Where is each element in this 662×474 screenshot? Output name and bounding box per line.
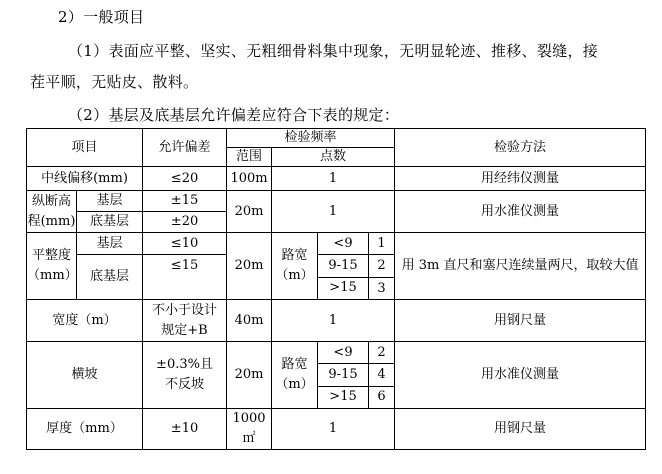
width-range: 40m — [227, 300, 272, 342]
slope-road-width-label: 路宽（m） — [272, 342, 318, 408]
header-item: 项目 — [27, 129, 143, 167]
thickness-points: 1 — [272, 409, 395, 450]
header-points: 点数 — [272, 148, 395, 167]
slope-width-2: 9-15 — [318, 364, 368, 386]
flatness-count-1: 1 — [369, 233, 395, 255]
slope-count-3: 6 — [369, 386, 395, 408]
slope-width-3: >15 — [329, 389, 357, 405]
flatness-count-2: 2 — [369, 255, 395, 278]
flatness-width-2: 9-15 — [318, 255, 368, 277]
flatness-road-width-label: 路宽（m） — [272, 233, 318, 299]
slope-method: 用水准仪测量 — [395, 342, 646, 409]
flatness-item: 平整度（mm） — [27, 233, 77, 300]
centerline-points: 1 — [272, 167, 395, 191]
flatness-tol-base: ≤10 — [143, 233, 227, 255]
thickness-item: 厚度（mm） — [27, 409, 143, 450]
centerline-method: 用经纬仪测量 — [395, 167, 646, 191]
flatness-tol-subbase: ≤15 — [143, 255, 227, 300]
width-method: 用钢尺量 — [395, 300, 646, 342]
elevation-sub-subbase: 底基层 — [77, 212, 143, 233]
thickness-range: 1000㎡ — [227, 409, 272, 450]
width-tolerance: 不小于设计规定+B — [143, 300, 227, 342]
elevation-tol-base: ±15 — [143, 191, 227, 212]
flatness-count-3: 3 — [369, 278, 395, 300]
elevation-method: 用水准仪测量 — [395, 191, 646, 233]
flatness-method: 用 3m 直尺和塞尺连续量两尺，取较大值 — [395, 233, 646, 300]
elevation-item: 纵断高程(mm) — [27, 191, 77, 233]
slope-item: 横坡 — [27, 342, 143, 409]
flatness-width-1: <9 — [318, 233, 368, 255]
elevation-tol-subbase: ±20 — [143, 212, 227, 233]
paragraph-1-line-1: （1）表面应平整、坚实、无粗细骨料集中现象，无明显轮迹、推移、裂缝，接 — [68, 42, 599, 60]
centerline-tolerance: ≤20 — [143, 167, 227, 191]
tolerance-table — [26, 128, 646, 450]
elevation-sub-base: 基层 — [77, 191, 143, 212]
header-method: 检验方法 — [395, 129, 646, 167]
flatness-sub-base: 基层 — [77, 233, 143, 255]
width-item: 宽度（m） — [27, 300, 143, 342]
slope-width-1: <9 — [318, 342, 368, 364]
slope-road-width — [272, 342, 369, 409]
thickness-tolerance: ±10 — [143, 409, 227, 450]
thickness-method: 用钢尺量 — [395, 409, 646, 450]
section-heading: 2）一般项目 — [58, 8, 145, 26]
slope-count-1: 2 — [369, 342, 395, 364]
slope-range: 20m — [227, 342, 272, 409]
paragraph-1-line-2: 茬平顺，无贴皮、散料。 — [30, 73, 199, 91]
centerline-range: 100m — [227, 167, 272, 191]
slope-tolerance: ±0.3%且不反坡 — [143, 342, 227, 409]
flatness-road-width — [272, 233, 369, 300]
flatness-sub-subbase: 底基层 — [77, 255, 143, 300]
header-frequency: 检验频率 — [227, 129, 395, 148]
header-tolerance: 允许偏差 — [143, 129, 227, 167]
elevation-range: 20m — [227, 191, 272, 233]
paragraph-2: （2）基层及底基层允许偏差应符合下表的规定： — [68, 106, 400, 124]
flatness-range: 20m — [227, 233, 272, 300]
slope-count-2: 4 — [369, 364, 395, 386]
elevation-points: 1 — [272, 191, 395, 233]
centerline-item: 中线偏移(mm) — [27, 167, 143, 191]
flatness-width-3: >15 — [329, 280, 357, 296]
header-range: 范围 — [227, 148, 272, 167]
width-points: 1 — [272, 300, 395, 342]
